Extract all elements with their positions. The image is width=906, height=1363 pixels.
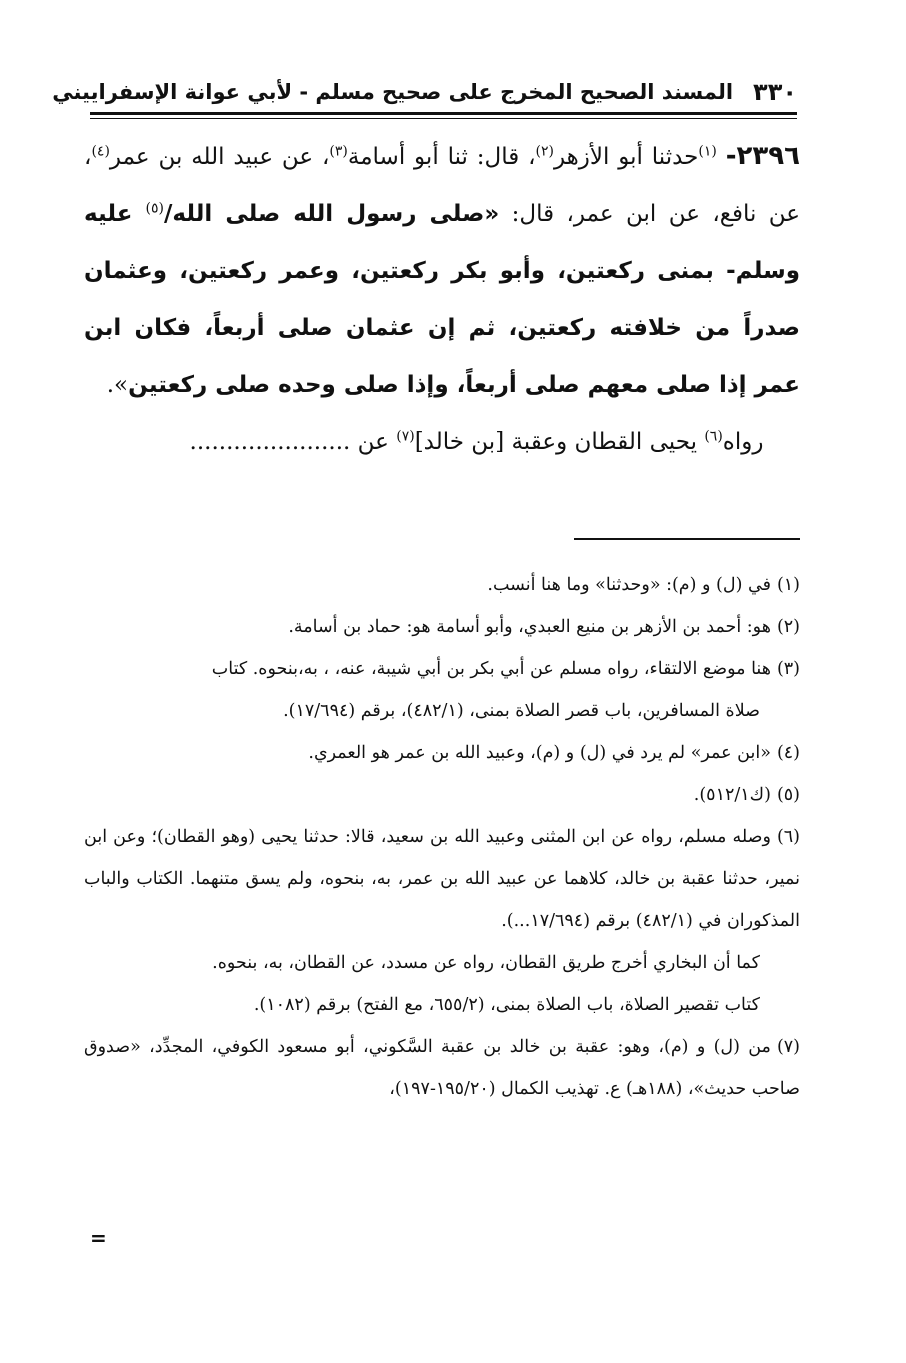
text-segment: ، عن عبيد الله بن عمر <box>109 144 330 170</box>
footnote-label: (١) <box>776 575 800 595</box>
footnote-label: (٦) <box>776 827 800 847</box>
running-header <box>52 72 797 112</box>
footnote-ref[interactable]: (٤) <box>91 143 110 160</box>
text-segment: ، عن نافع، عن ابن عمر، قال: <box>84 144 800 227</box>
hadith-number: ٢٣٩٦- <box>725 141 800 171</box>
footnote-label: (٥) <box>776 785 800 805</box>
footnote-text: (ك٥١٢/١). <box>693 785 771 805</box>
footnote-label: (٤) <box>776 743 800 763</box>
footnote-7 <box>84 1026 800 1110</box>
footnote-6-paragraph: كما أن البخاري أخرج طريق القطان، رواه عن مسدد، عن القطان، به، بنحوه. <box>212 953 760 973</box>
footnote-ref[interactable]: (٦) <box>704 428 723 445</box>
footnote-3-continued: صلاة المسافرين، باب قصر الصلاة بمنى، (٤٨٢/١)، برقم (١٧/٦٩٤). <box>283 701 760 721</box>
footnote-6-paragraph: كتاب تقصير الصلاة، باب الصلاة بمنى، (٦٥٥/٢، مع الفتح) برقم (١٠٨٢). <box>253 995 760 1015</box>
footnote-text: وصله مسلم، رواه عن ابن المثنى وعبيد الله بن سعيد، قالا: حدثنا يحيى (وهو القطان)؛ وعن ابن نمير، حدثنا عقبة بن خالد، كلاهما عن عبيد الله بن عمر، به، بنحوه، ولم يسق متنهما. الكتاب والباب المذكوران في (٤٨٢/١) برقم (١٧/٦٩٤...). <box>84 827 800 931</box>
hadith-text <box>84 128 800 471</box>
text-segment: حدثنا أبو الأزهر <box>553 144 699 170</box>
footnote-ref[interactable]: (٣) <box>329 143 348 160</box>
footnote-ref[interactable]: (٥) <box>145 200 164 217</box>
footnote-5 <box>84 774 800 816</box>
footnote-text: هو: أحمد بن الأزهر بن منيع العبدي، وأبو أسامة هو: حماد بن أسامة. <box>288 617 771 637</box>
hadith-matn: «صلى رسول الله صلى الله/ <box>163 201 500 227</box>
header-rule-thin <box>90 118 797 119</box>
text-segment: ، قال: ثنا أبو أسامة <box>347 144 536 170</box>
footnote-text: في (ل) و (م): «وحدثنا» وما هنا أنسب. <box>487 575 771 595</box>
footnote-3 <box>84 648 800 690</box>
footnote-label: (٧) <box>776 1037 800 1057</box>
rawah-line <box>84 414 800 471</box>
footnote-ref[interactable]: (٧) <box>396 428 415 445</box>
text-segment: يحيى القطان وعقبة [بن خالد] <box>414 429 705 455</box>
header-rule <box>90 112 797 115</box>
footnote-6 <box>84 816 800 942</box>
text-segment: عن ...................... <box>189 429 397 455</box>
footnote-4 <box>84 732 800 774</box>
text-segment: رواه <box>722 429 764 455</box>
footnote-separator <box>574 538 800 540</box>
footnotes <box>84 564 800 1110</box>
text-segment <box>717 144 726 170</box>
footnote-label: (٢) <box>776 617 800 637</box>
continuation-mark: = <box>90 1226 107 1250</box>
footnote-ref[interactable]: (١) <box>698 143 717 160</box>
hadith-paragraph <box>84 128 800 414</box>
header-title: المسند الصحيح المخرج على صحيح مسلم - لأبي عوانة الإسفراييني <box>52 80 734 104</box>
footnote-ref[interactable]: (٢) <box>535 143 554 160</box>
footnote-text: «ابن عمر» لم يرد في (ل) و (م)، وعبيد الله بن عمر هو العمري. <box>308 743 771 763</box>
footnote-text: هنا موضع الالتقاء، رواه مسلم عن أبي بكر بن أبي شيبة، عنه، ، به،بنحوه. كتاب <box>211 659 771 679</box>
footnote-1 <box>84 564 800 606</box>
footnote-text: من (ل) و (م)، وهو: عقبة بن خالد بن عقبة السَّكوني، أبو مسعود الكوفي، المجدِّد، «صدوق صاحب حديث»، (١٨٨هـ) ع. تهذيب الكمال (١٩٥/٢٠-١٩٧)، <box>84 1037 800 1099</box>
footnote-label: (٣) <box>776 659 800 679</box>
text-segment: ». <box>106 372 129 398</box>
page-number: ٣٣٠ <box>753 78 797 106</box>
hadith-matn: عليه وسلم- بمنى ركعتين، وأبو بكر ركعتين، وعمر ركعتين، وعثمان صدراً من خلافته ركعتين، ثم إن عثمان صلى أربعاً، فكان ابن عمر إذا صلى معهم صلى أربعاً، وإذا صلى وحده صلى ركعتين <box>84 201 800 398</box>
footnote-2 <box>84 606 800 648</box>
